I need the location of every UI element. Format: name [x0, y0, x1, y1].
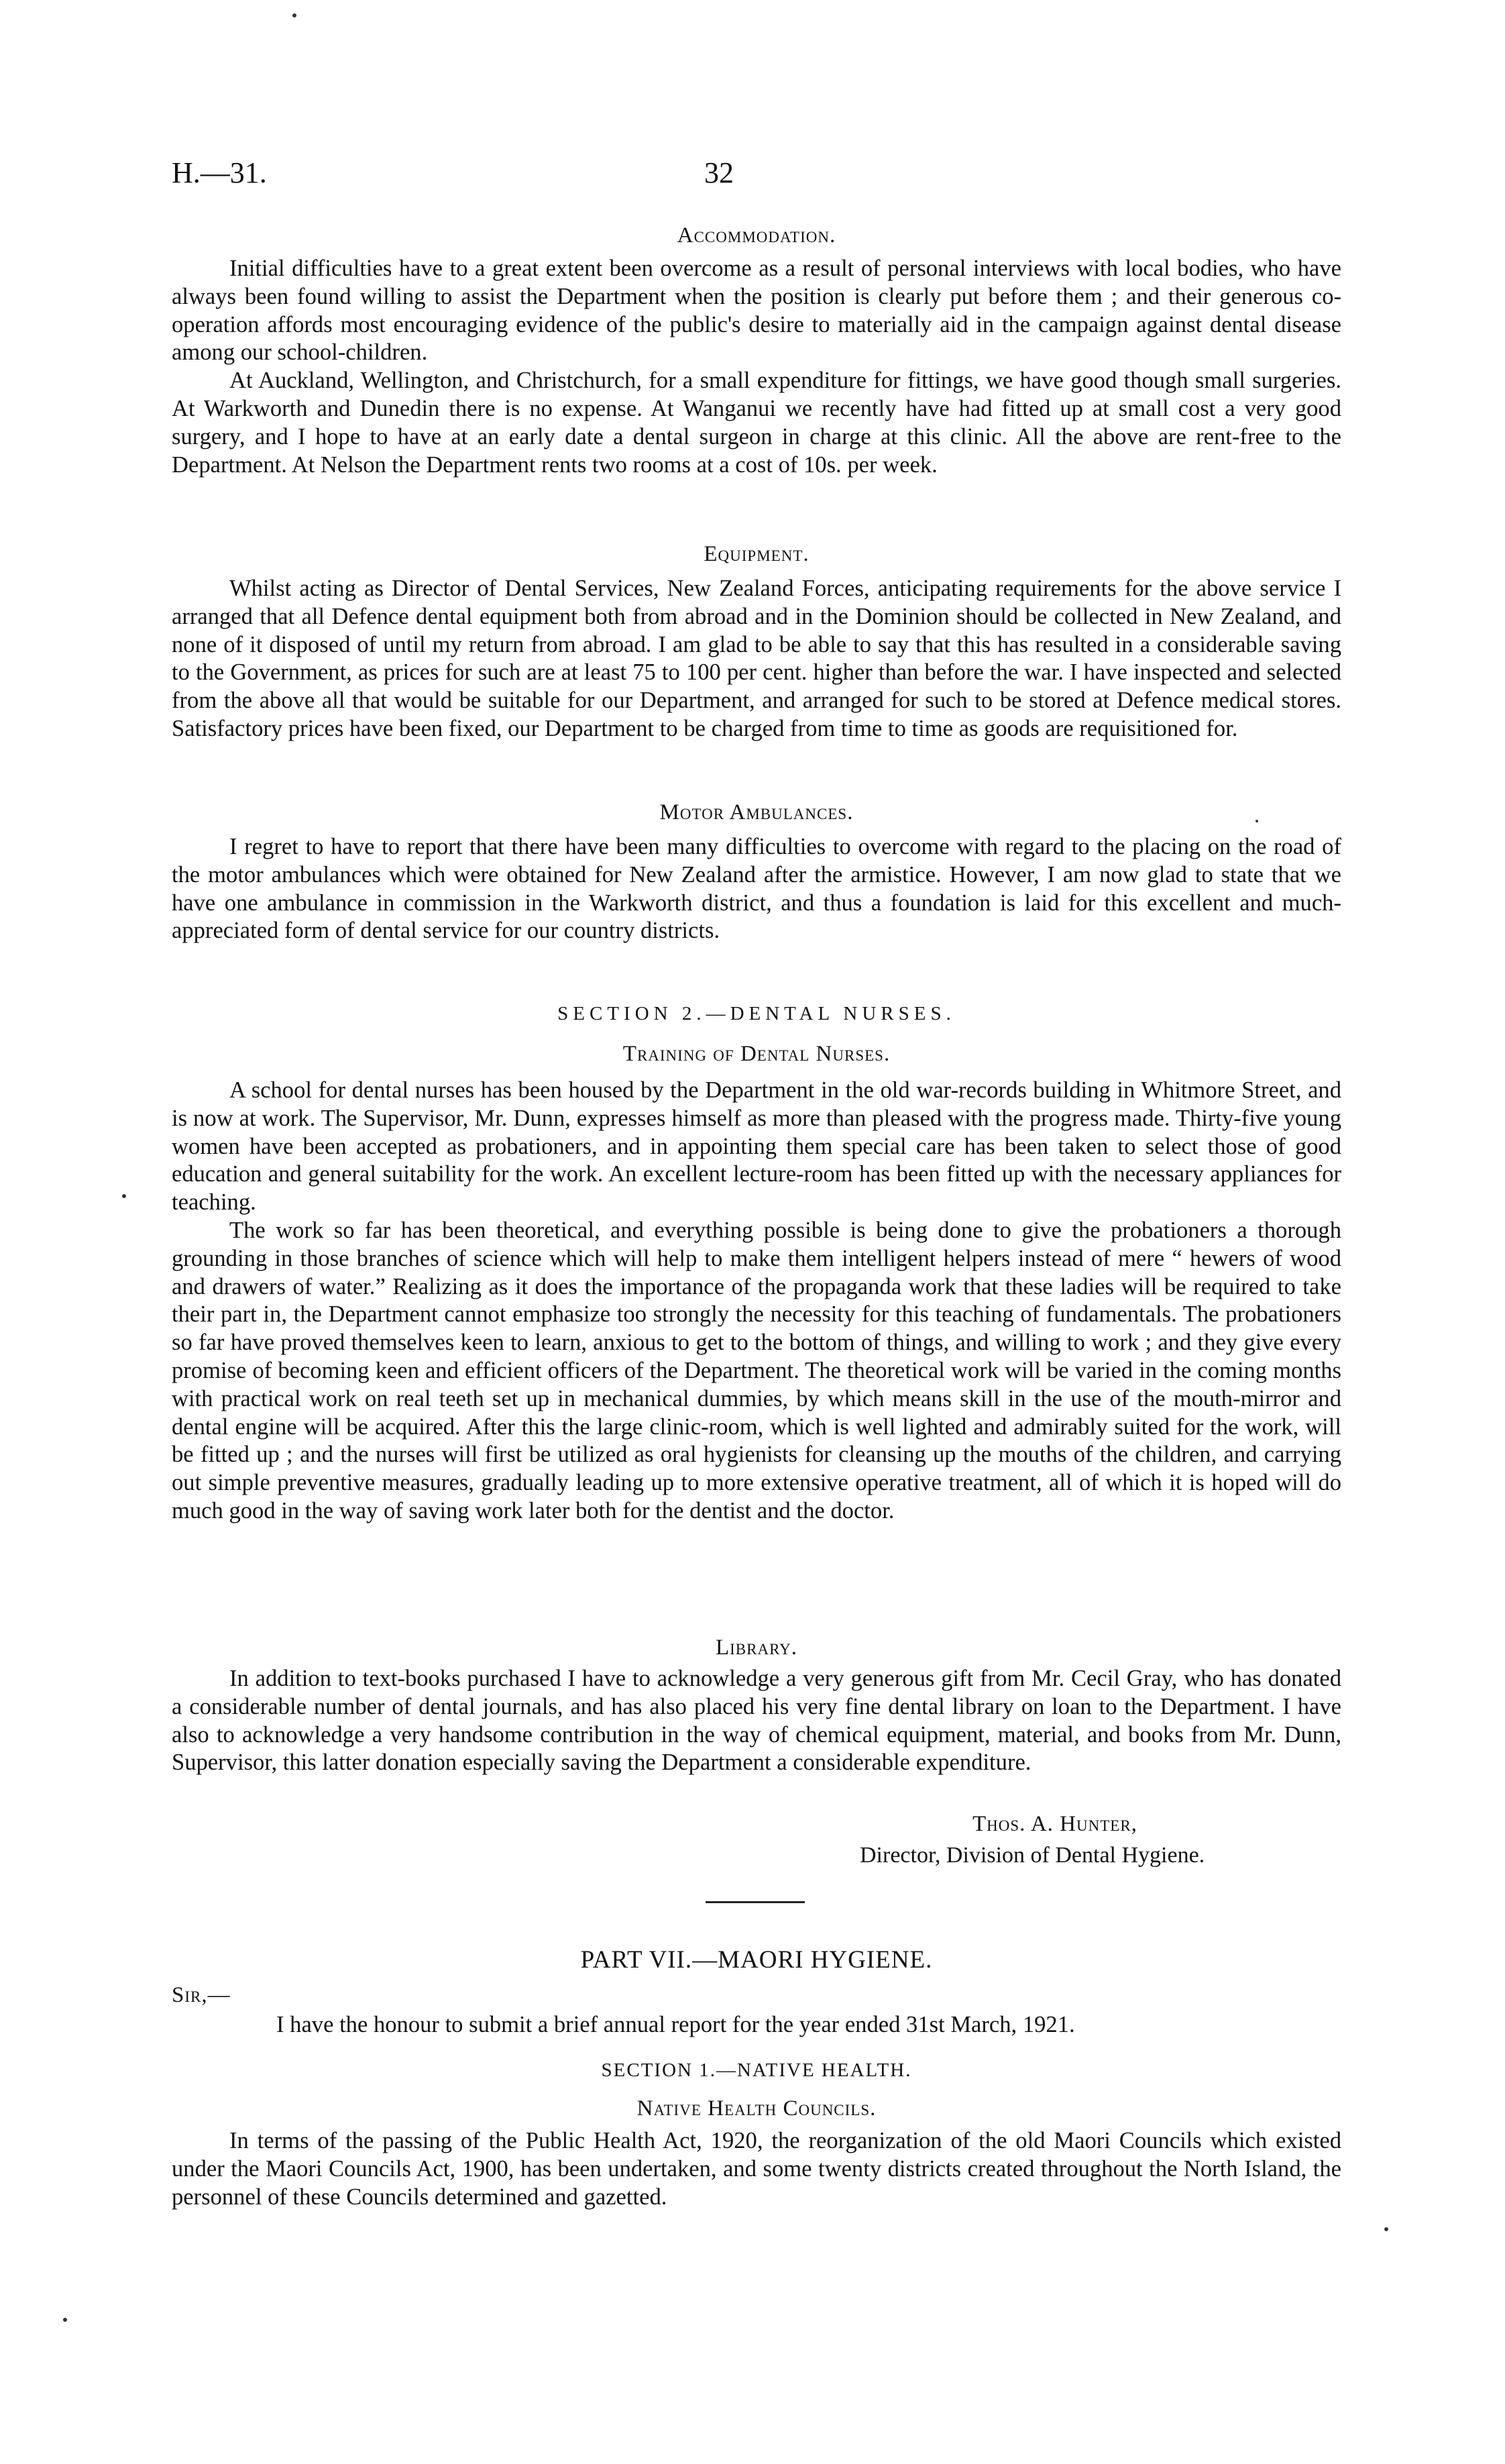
- section-divider: [706, 1901, 805, 1903]
- equipment-heading: Equipment.: [704, 542, 810, 566]
- ambulances-section: [172, 800, 1341, 825]
- print-speck: [292, 13, 296, 17]
- library-section: [172, 1636, 1341, 1660]
- accommodation-heading: Accommodation.: [677, 223, 836, 248]
- equipment-section: [172, 542, 1341, 567]
- section-2-heading: SECTION 2.—DENTAL NURSES.: [557, 1003, 956, 1024]
- ambulances-body: [172, 833, 1341, 945]
- library-heading: Library.: [715, 1636, 798, 1660]
- part-7: [172, 1945, 1341, 1974]
- part-7-heading: PART VII.—MAORI HYGIENE.: [580, 1946, 933, 1974]
- councils-body: [172, 2127, 1341, 2211]
- print-speck: [1384, 2227, 1388, 2231]
- signature-title: Director, Division of Dental Hygiene.: [860, 1843, 1205, 1868]
- section-2-paragraph-2: The work so far has been theoretical, and everything possible is being done to give the probationers a thorough grounding in those branches of science which will help to make them intelligent helpers instead of mere “ hewers of wood and drawers of water.” Realizing as it does the importance of the propaganda work that these ladies will be required to take their part in, the Department cannot emphasize too strongly the necessity for this teaching of fundamentals. The probationers so far have proved themselves keen to learn, anxious to get to the bottom of things, and willing to work ; and they give every promise of becoming keen and efficient officers of the Department. The theoretical work will be varied in the coming months with practical work on real teeth set up in mechanical dummies, by which means skill in the use of the mouth-mirror and dental engine will be acquired. After this the large clinic-room, which is well lighted and admirably suited for the work, will be fitted up ; and the nurses will first be utilized as oral hygienists for cleansing up the mouths of the children, and carrying out simple preventive measures, gradually leading up to more extensive operative treatment, all of which it is hoped will do much good in the way of saving work later both for the dentist and the doctor.: [172, 1217, 1341, 1523]
- salutation: Sir,—: [172, 1983, 231, 2007]
- native-health-section: [172, 2059, 1341, 2082]
- native-health-heading: SECTION 1.—NATIVE HEALTH.: [601, 2059, 912, 2081]
- print-speck: [63, 2318, 67, 2322]
- report-reference: H.—31.: [172, 156, 267, 189]
- councils-heading: Native Health Councils.: [636, 2096, 877, 2121]
- part-7-intro: I have the honour to submit a brief annual report for the year ended 31st March, 1921.: [276, 2012, 1075, 2037]
- accommodation-section: [172, 223, 1341, 248]
- councils-heading-wrap: [172, 2096, 1341, 2121]
- accommodation-body: [172, 255, 1341, 479]
- training-heading: Training of Dental Nurses.: [622, 1042, 891, 1066]
- print-speck: [1256, 820, 1258, 822]
- accommodation-paragraph-1: Initial difficulties have to a great extent been overcome as a result of personal interviews with local bodies, who have always been found willing to assist the Department when the position is clearly put before them ; and their generous co-operation affords most encouraging evidence of the public's desire to materially aid in the campaign against dental disease among our school-children.: [172, 256, 1341, 366]
- signature-name: Thos. A. Hunter,: [972, 1812, 1137, 1836]
- equipment-paragraph-1: Whilst acting as Director of Dental Services, New Zealand Forces, anticipating requirements for the above service I arranged that all Defence dental equipment both from abroad and in the Dominion should be collected in New Zealand, and none of it disposed of until my return from abroad. I am glad to be able to say that this has resulted in a considerable saving to the Government, as prices for such are at least 75 to 100 per cent. higher than before the war. I have inspected and selected from the above all that would be suitable for our Department, and arranged for such to be stored at Defence medical stores. Satisfactory prices have been fixed, our Department to be charged from time to time as goods are requisitioned for.: [172, 576, 1341, 741]
- accommodation-paragraph-2: At Auckland, Wellington, and Christchurch, for a small expenditure for fittings, we have good though small surgeries. At Warkworth and Dunedin there is no expense. At Wanganui we recently have had fitted up at small cost a very good surgery, and I hope to have at an early date a dental surgeon in charge at this clinic. All the above are rent-free to the Department. At Nelson the Department rents two rooms at a cost of 10s. per week.: [172, 368, 1341, 478]
- ambulances-heading: Motor Ambulances.: [659, 800, 854, 824]
- section-2-paragraph-1: A school for dental nurses has been housed by the Department in the old war-records building in Whitmore Street, and is now at work. The Supervisor, Mr. Dunn, expresses himself as more than pleased with the progress made. Thirty-five young women have been accepted as probationers, and in appointing them special care has been taken to select those of good education and general suitability for the work. An excellent lecture-room has been fitted up with the necessary appliances for teaching.: [172, 1077, 1341, 1216]
- page-number: 32: [704, 156, 734, 189]
- equipment-body: [172, 575, 1341, 743]
- library-body: [172, 1665, 1341, 1777]
- training-heading-wrap: [172, 1042, 1341, 1067]
- councils-paragraph-1: In terms of the passing of the Public Health Act, 1920, the reorganization of the old Maori Councils which existed under the Maori Councils Act, 1900, has been undertaken, and some twenty districts created throughout the North Island, the personnel of these Councils determined and gazetted.: [172, 2128, 1341, 2210]
- ambulances-paragraph-1: I regret to have to report that there have been many difficulties to overcome with regard to the placing on the road of the motor ambulances which were obtained for New Zealand after the armistice. However, I am now glad to state that we have one ambulance in commission in the Warkworth district, and thus a foundation is laid for this excellent and much-appreciated form of dental service for our country districts.: [172, 834, 1341, 944]
- library-paragraph-1: In addition to text-books purchased I have to acknowledge a very generous gift from Mr. Cecil Gray, who has donated a considerable number of dental journals, and has also placed his very fine dental library on loan to the Department. I have also to acknowledge a very handsome contribution in the way of chemical equipment, material, and books from Mr. Dunn, Supervisor, this latter donation especially saving the Department a considerable expenditure.: [172, 1666, 1341, 1776]
- part-7-intro-wrap: [276, 2011, 1349, 2039]
- section-2: [172, 1003, 1341, 1025]
- section-2-body: [172, 1077, 1341, 1525]
- print-speck: [122, 1194, 126, 1198]
